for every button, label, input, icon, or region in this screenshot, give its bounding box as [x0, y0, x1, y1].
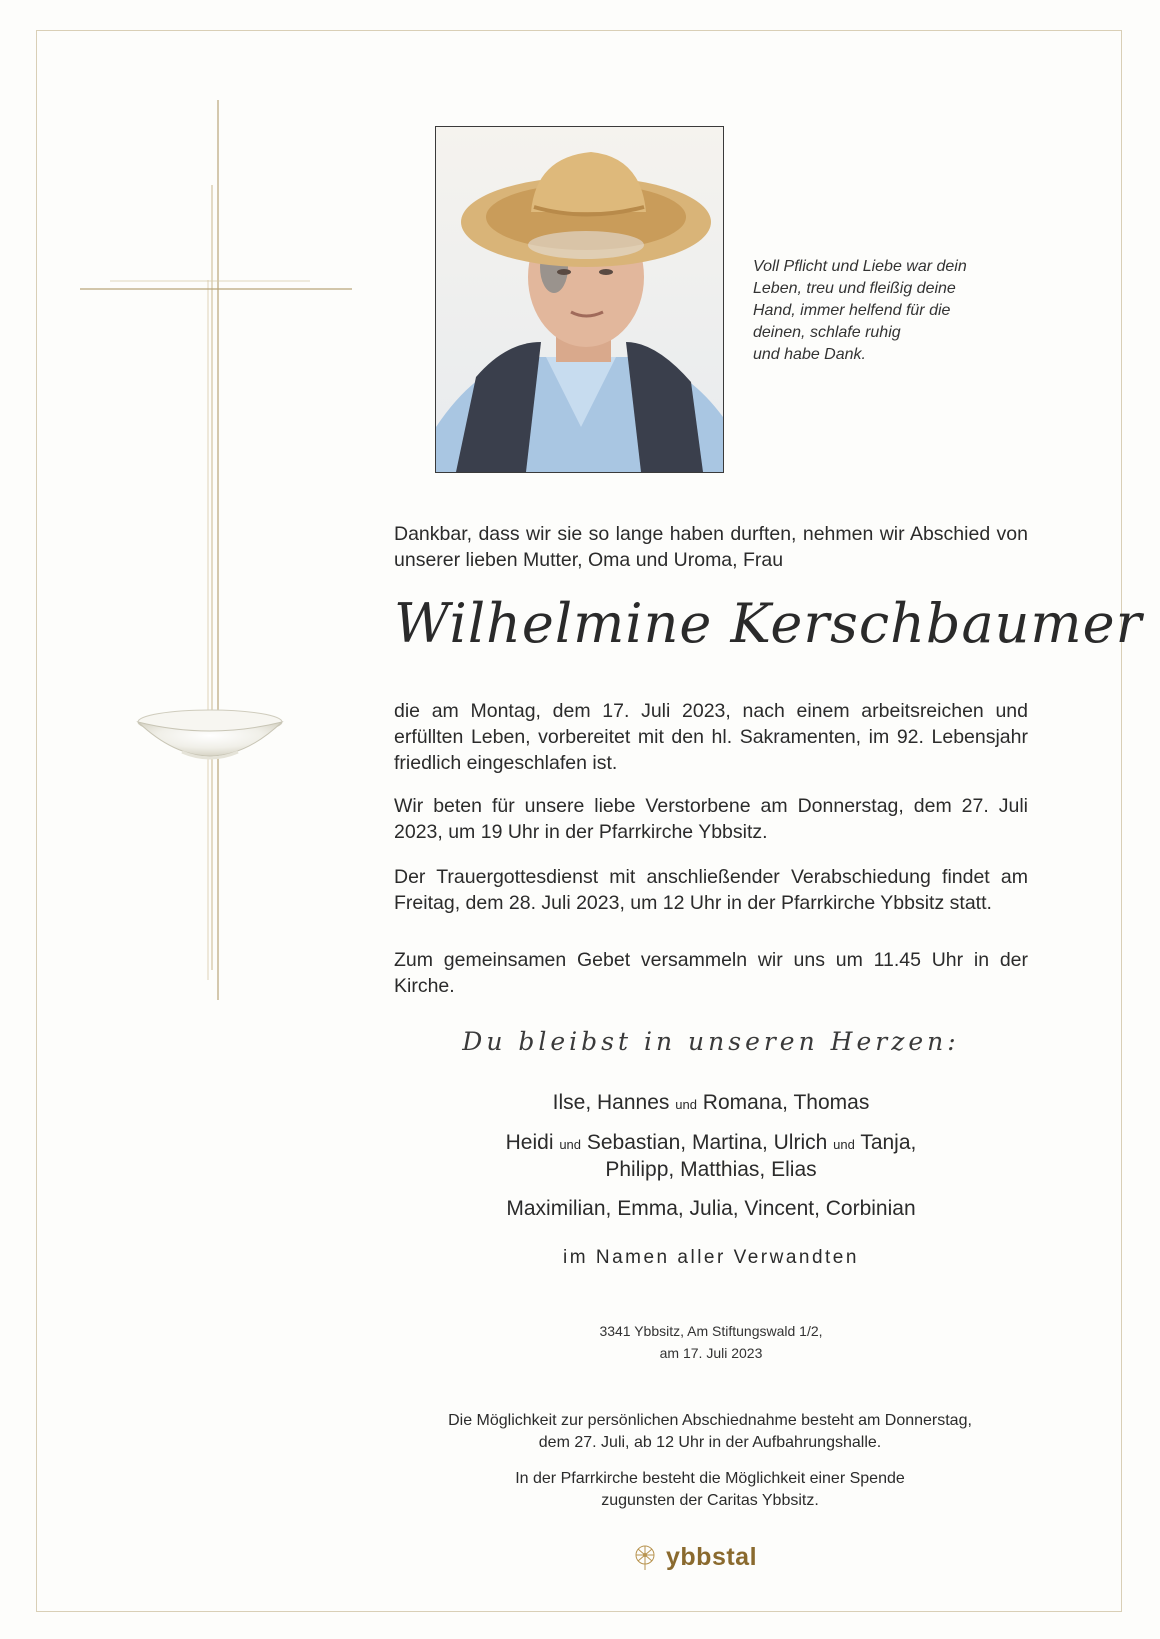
viewing-line: dem 27. Juli, ab 12 Uhr in der Aufbahrungshalle.	[538, 1434, 882, 1451]
intro-text	[394, 521, 1028, 573]
family-names: Romana, Thomas	[702, 1091, 870, 1114]
relatives-line: im Namen aller Verwandten	[563, 1247, 859, 1268]
family-line	[394, 1129, 1028, 1158]
address-date: am 17. Juli 2023	[659, 1345, 763, 1361]
service-paragraph	[394, 864, 1028, 916]
address-line: 3341 Ybbsitz, Am Stiftungswald 1/2,	[599, 1323, 823, 1339]
intro-paragraph: Dankbar, dass wir sie so lange haben durften, nehmen wir Abschied von unserer lieben Mutter, Oma und Uroma, Frau	[394, 523, 1028, 571]
prayer-paragraph	[394, 793, 1028, 845]
family-conjunction: und	[559, 1137, 582, 1152]
donation-line: zugunsten der Caritas Ybbsitz.	[601, 1492, 819, 1509]
family-line: Philipp, Matthias, Elias	[605, 1158, 817, 1181]
family-conjunction: und	[675, 1097, 697, 1112]
cross-with-bowl-icon	[70, 100, 370, 1020]
verse-line: Voll Pflicht und Liebe war dein	[753, 258, 967, 275]
verse-line: Hand, immer helfend für die	[753, 302, 951, 319]
ybbstal-logo	[630, 1540, 757, 1574]
family-line: Maximilian, Emma, Julia, Vincent, Corbinian	[506, 1197, 916, 1220]
family-conjunction: und	[833, 1137, 855, 1152]
deceased-name: Wilhelmine Kerschbaumer	[394, 592, 1143, 655]
address-block	[394, 1320, 1028, 1364]
family-names: Ilse, Hannes	[552, 1091, 670, 1114]
family-names: Heidi	[505, 1131, 554, 1154]
verse-line: deinen, schlafe ruhig	[753, 324, 901, 341]
verse-line: und habe Dank.	[753, 346, 866, 363]
gathering-paragraph	[394, 947, 1028, 999]
family-line	[394, 1089, 1028, 1118]
family-names: Tanja,	[860, 1131, 917, 1154]
death-text: die am Montag, dem 17. Juli 2023, nach einem arbeitsreichen und erfüllten Leben, vorbereitet mit den hl. Sakramenten, im 92. Lebensjahr friedlich eingeschlafen ist.	[394, 700, 1028, 774]
donation-line: In der Pfarrkirche besteht die Möglichkeit einer Spende	[515, 1470, 905, 1487]
family-names: Sebastian, Martina, Ulrich	[586, 1131, 828, 1154]
verse-line: Leben, treu und fleißig deine	[753, 280, 956, 297]
remembrance-heading: Du bleibst in unseren Herzen:	[462, 1027, 960, 1056]
memorial-verse	[753, 256, 1033, 366]
portrait-photo	[435, 126, 724, 473]
donation-note	[340, 1468, 1080, 1512]
prayer-text: Wir beten für unsere liebe Verstorbene am Donnerstag, dem 27. Juli 2023, um 19 Uhr in der Pfarrkirche Ybbsitz.	[394, 795, 1028, 843]
gathering-text: Zum gemeinsamen Gebet versammeln wir uns um 11.45 Uhr in der Kirche.	[394, 949, 1028, 997]
logo-text: ybbstal	[666, 1542, 758, 1571]
viewing-line: Die Möglichkeit zur persönlichen Abschiednahme besteht am Donnerstag,	[448, 1412, 972, 1429]
death-paragraph	[394, 698, 1028, 776]
dandelion-icon	[630, 1542, 660, 1572]
viewing-note	[340, 1410, 1080, 1454]
service-text: Der Trauergottesdienst mit anschließender Verabschiedung findet am Freitag, dem 28. Juli 2023, um 12 Uhr in der Pfarrkirche Ybbsitz statt.	[394, 866, 1028, 914]
